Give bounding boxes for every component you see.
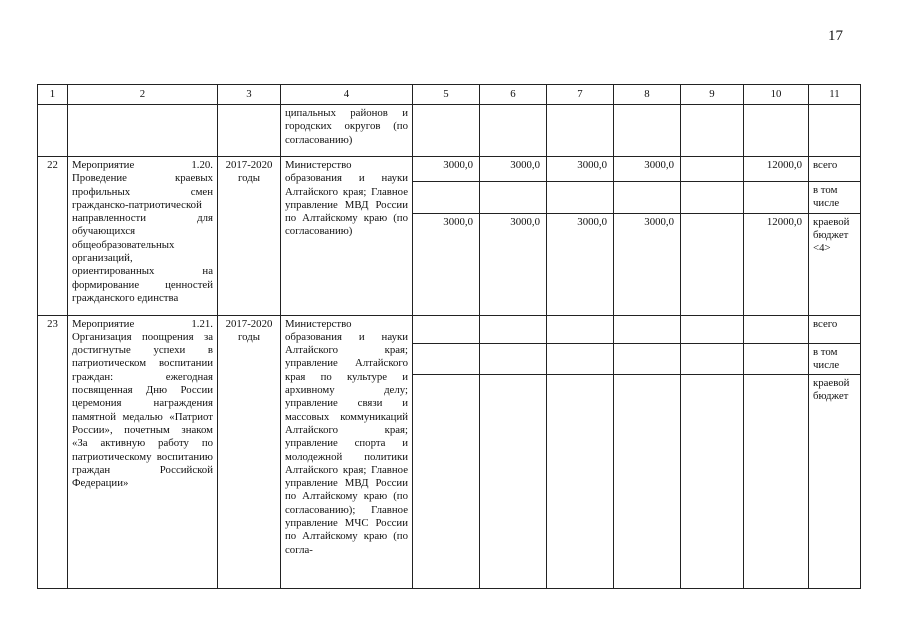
cell-empty (38, 105, 68, 157)
value-cell (547, 375, 614, 589)
column-header: 1 (38, 85, 68, 105)
value-cell (681, 213, 744, 315)
value-cell (681, 182, 744, 214)
executors-cell: Министерство образования и науки Алтайского края; управление Алтайского края по культуре и архивному делу; управление связи и массовых коммуникаций Алтайского края; управление спорта и молодежной политики Алтайского края; Главное управление МВД России по Алтайскому краю (по согласованию); Главное управление МЧС России по Алтайскому краю (по согла- (281, 315, 413, 589)
executors-cell: Министерство образования и науки Алтайского края; Главное управление МВД России по Алтайскому краю (по согласованию) (281, 157, 413, 316)
column-header: 10 (744, 85, 809, 105)
event-title: Мероприятие 1.20. Проведение краевых профильных смен гражданско-патриотической направленности для обучающихся общеобразовательных организаций, ориентированных на формирование ценностей гражданского единства (68, 157, 218, 316)
value-cell (413, 375, 480, 589)
value-cell (744, 315, 809, 343)
value-cell (614, 375, 681, 589)
value-cell (681, 343, 744, 375)
funding-source-label: всего (809, 315, 861, 343)
funding-source-label: краевой бюджет <4> (809, 213, 861, 315)
cell-empty (218, 105, 281, 157)
value-cell (547, 315, 614, 343)
value-cell: 3000,0 (480, 157, 547, 182)
value-cell (614, 182, 681, 214)
value-cell (547, 182, 614, 214)
value-cell (744, 182, 809, 214)
funding-source-label: в том числе (809, 182, 861, 214)
event-period: 2017-2020 годы (218, 157, 281, 316)
value-cell: 3000,0 (413, 157, 480, 182)
value-cell (547, 343, 614, 375)
value-cell: 12000,0 (744, 213, 809, 315)
value-cell: 3000,0 (480, 213, 547, 315)
value-cell (614, 315, 681, 343)
funding-source-label: всего (809, 157, 861, 182)
row-number: 22 (38, 157, 68, 316)
column-header: 4 (281, 85, 413, 105)
value-cell (744, 343, 809, 375)
funding-source-label: краевой бюджет (809, 375, 861, 589)
value-cell (413, 343, 480, 375)
column-header: 6 (480, 85, 547, 105)
column-header: 5 (413, 85, 480, 105)
row-number: 23 (38, 315, 68, 589)
event-period: 2017-2020 годы (218, 315, 281, 589)
value-cell: 3000,0 (614, 157, 681, 182)
cell-empty (68, 105, 218, 157)
value-cell (413, 182, 480, 214)
value-cell (480, 343, 547, 375)
value-cell (681, 157, 744, 182)
value-cell: 3000,0 (547, 213, 614, 315)
value-cell (480, 375, 547, 589)
table-row-continued (38, 105, 861, 157)
table-row (38, 157, 861, 182)
value-cell: 3000,0 (413, 213, 480, 315)
event-title: Мероприятие 1.21. Организация поощрения за достигнутые успехи в патриотическом воспитании граждан: ежегодная посвященная Дню России церемония награждения памятной медалью «Патриот России», почетным знаком «За активную работу по патриотическому воспитанию граждан Российской Федерации» (68, 315, 218, 589)
column-header: 11 (809, 85, 861, 105)
page-number: 17 (828, 28, 843, 44)
value-cell (413, 315, 480, 343)
column-header: 8 (614, 85, 681, 105)
column-header: 7 (547, 85, 614, 105)
value-cell (480, 182, 547, 214)
value-cell: 3000,0 (547, 157, 614, 182)
table-row (38, 315, 861, 343)
executors-cell: ципальных районов и городских округов (по согласованию) (281, 105, 413, 157)
column-header: 2 (68, 85, 218, 105)
program-events-table (37, 84, 861, 589)
value-cell (681, 375, 744, 589)
value-cell (480, 315, 547, 343)
table-header-row (38, 85, 861, 105)
column-header: 9 (681, 85, 744, 105)
column-header: 3 (218, 85, 281, 105)
value-cell (614, 343, 681, 375)
value-cell (681, 315, 744, 343)
value-cell: 12000,0 (744, 157, 809, 182)
funding-source-label: в том числе (809, 343, 861, 375)
value-cell (744, 375, 809, 589)
value-cell: 3000,0 (614, 213, 681, 315)
